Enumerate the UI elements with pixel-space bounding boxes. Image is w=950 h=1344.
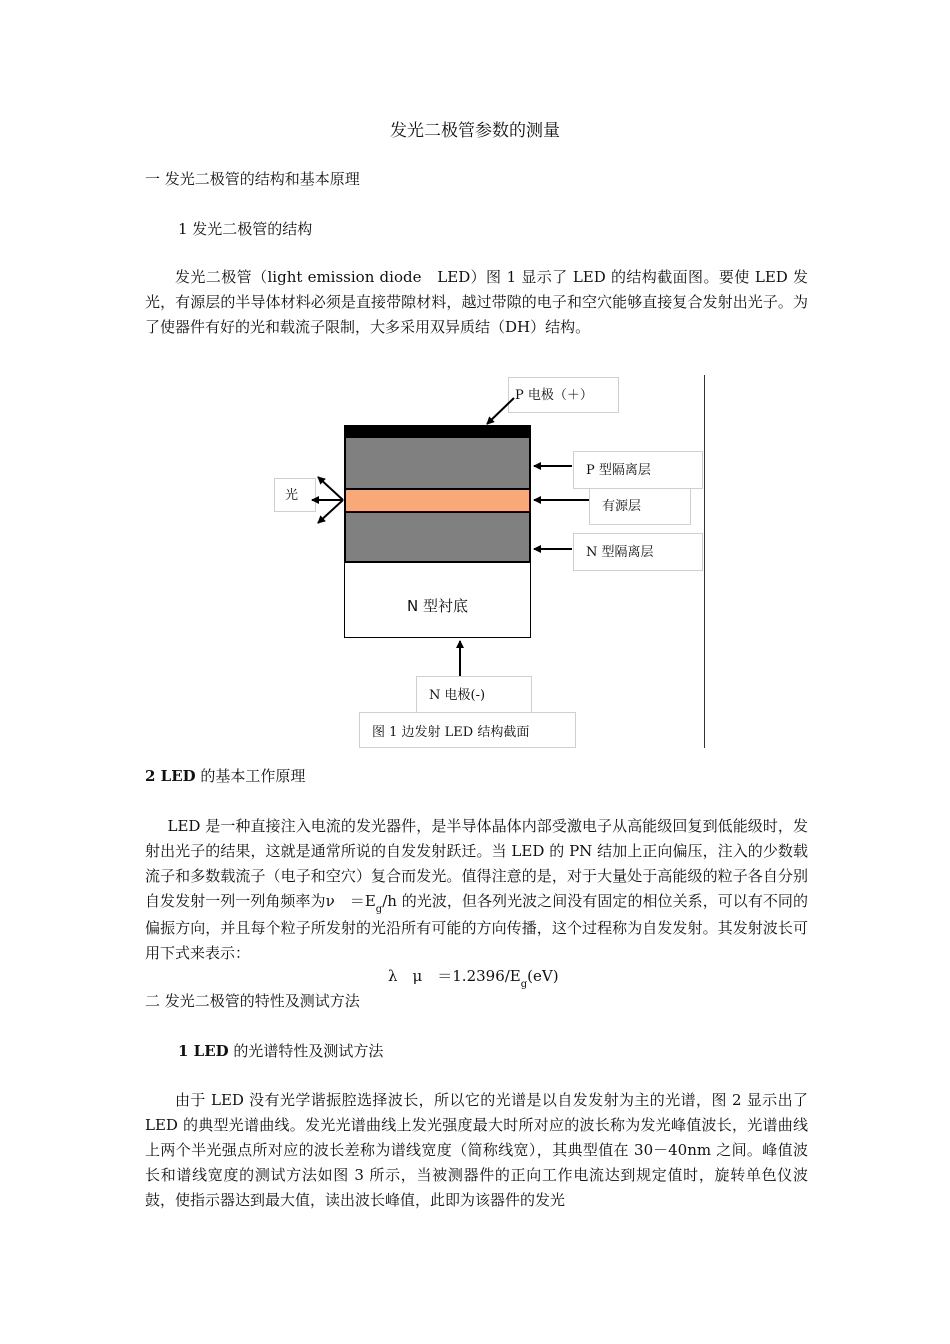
n-electrode-label: N 电极(-) [429, 688, 486, 703]
subsection-heading-1-1: 1 发光二极管的结构 [178, 220, 313, 238]
substrate-label: N 型衬底 [407, 597, 468, 615]
paragraph-structure: 发光二极管（light emission diode LED）图 1 显示了 LED 的结构截面图。要使 LED 发光，有源层的半导体材料必须是直接带隙材料，越过带隙的电子和空穴能够直接复合发射出光子。为了使器件有好的光和载流子限制，大多采用双异质结（DH）结构。 [145, 268, 808, 336]
wavelength-formula: λ μ $=1.2396/E_g(eV)$ [388, 967, 559, 990]
subsection-heading-2-1: 1 LED 的光谱特性及测试方法 [178, 1042, 384, 1060]
figure-caption: 图 1 边发射 LED 结构截面 [372, 725, 530, 740]
arrow-p-electrode [487, 398, 514, 424]
section-heading-2: 二 发光二极管的特性及测试方法 [145, 992, 360, 1010]
page-title: 发光二极管参数的测量 [390, 121, 560, 141]
paragraph-spectrum: 由于 LED 没有光学谐振腔选择波长，所以它的光谱是以自发发射为主的光谱，图 2 显示出了 LED 的典型光谱曲线。发光光谱曲线上发光强度最大时所对应的波长称为发光峰值波长，光谱曲线上两个半光强点所对应的波长差称为谱线宽度（简称线宽），其典型值在 30－40nm 之间。峰值波长和谱线宽度的测试方法如图 3 所示，当被测器件的正向工作电流达到规定值时，旋转单色仪波鼓，使指示器达到最大值，读出波长峰值，此即为该器件的发光 [145, 1091, 808, 1209]
paragraph-principle: LED 是一种直接注入电流的发光器件，是半导体晶体内部受激电子从高能级回复到低能级时，发射出光子的结果，这就是通常所说的自发发射跃迁。当 LED 的 PN 结加上正向偏压，注入的少数载流子和多数载流子（电子和空穴）复合而发光。值得注意的是，对于大量处于高能级的粒子各自分别自发发射一列一列角频率为ν $=E_g/h$ 的光波，但各列光波之间没有固定的相位关系，可以有不同的偏振方向，并且每个粒子所发射的光沿所有可能的方向传播，这个过程称为自发发射。其发射波长可用下式来表示： [145, 817, 808, 962]
section-heading-1: 一 发光二极管的结构和基本原理 [145, 170, 360, 188]
arrow-light-up [318, 477, 343, 500]
light-label: 光 [285, 488, 299, 503]
active-label: 有源层 [602, 499, 642, 514]
subsection-heading-1-2: 2 LED 的基本工作原理 [145, 767, 306, 785]
p-electrode-label: P 电极（＋） [515, 388, 593, 403]
n-barrier-label: N 型隔离层 [586, 545, 654, 560]
arrow-light-down [318, 500, 343, 523]
p-barrier-label: P 型隔离层 [586, 463, 651, 478]
